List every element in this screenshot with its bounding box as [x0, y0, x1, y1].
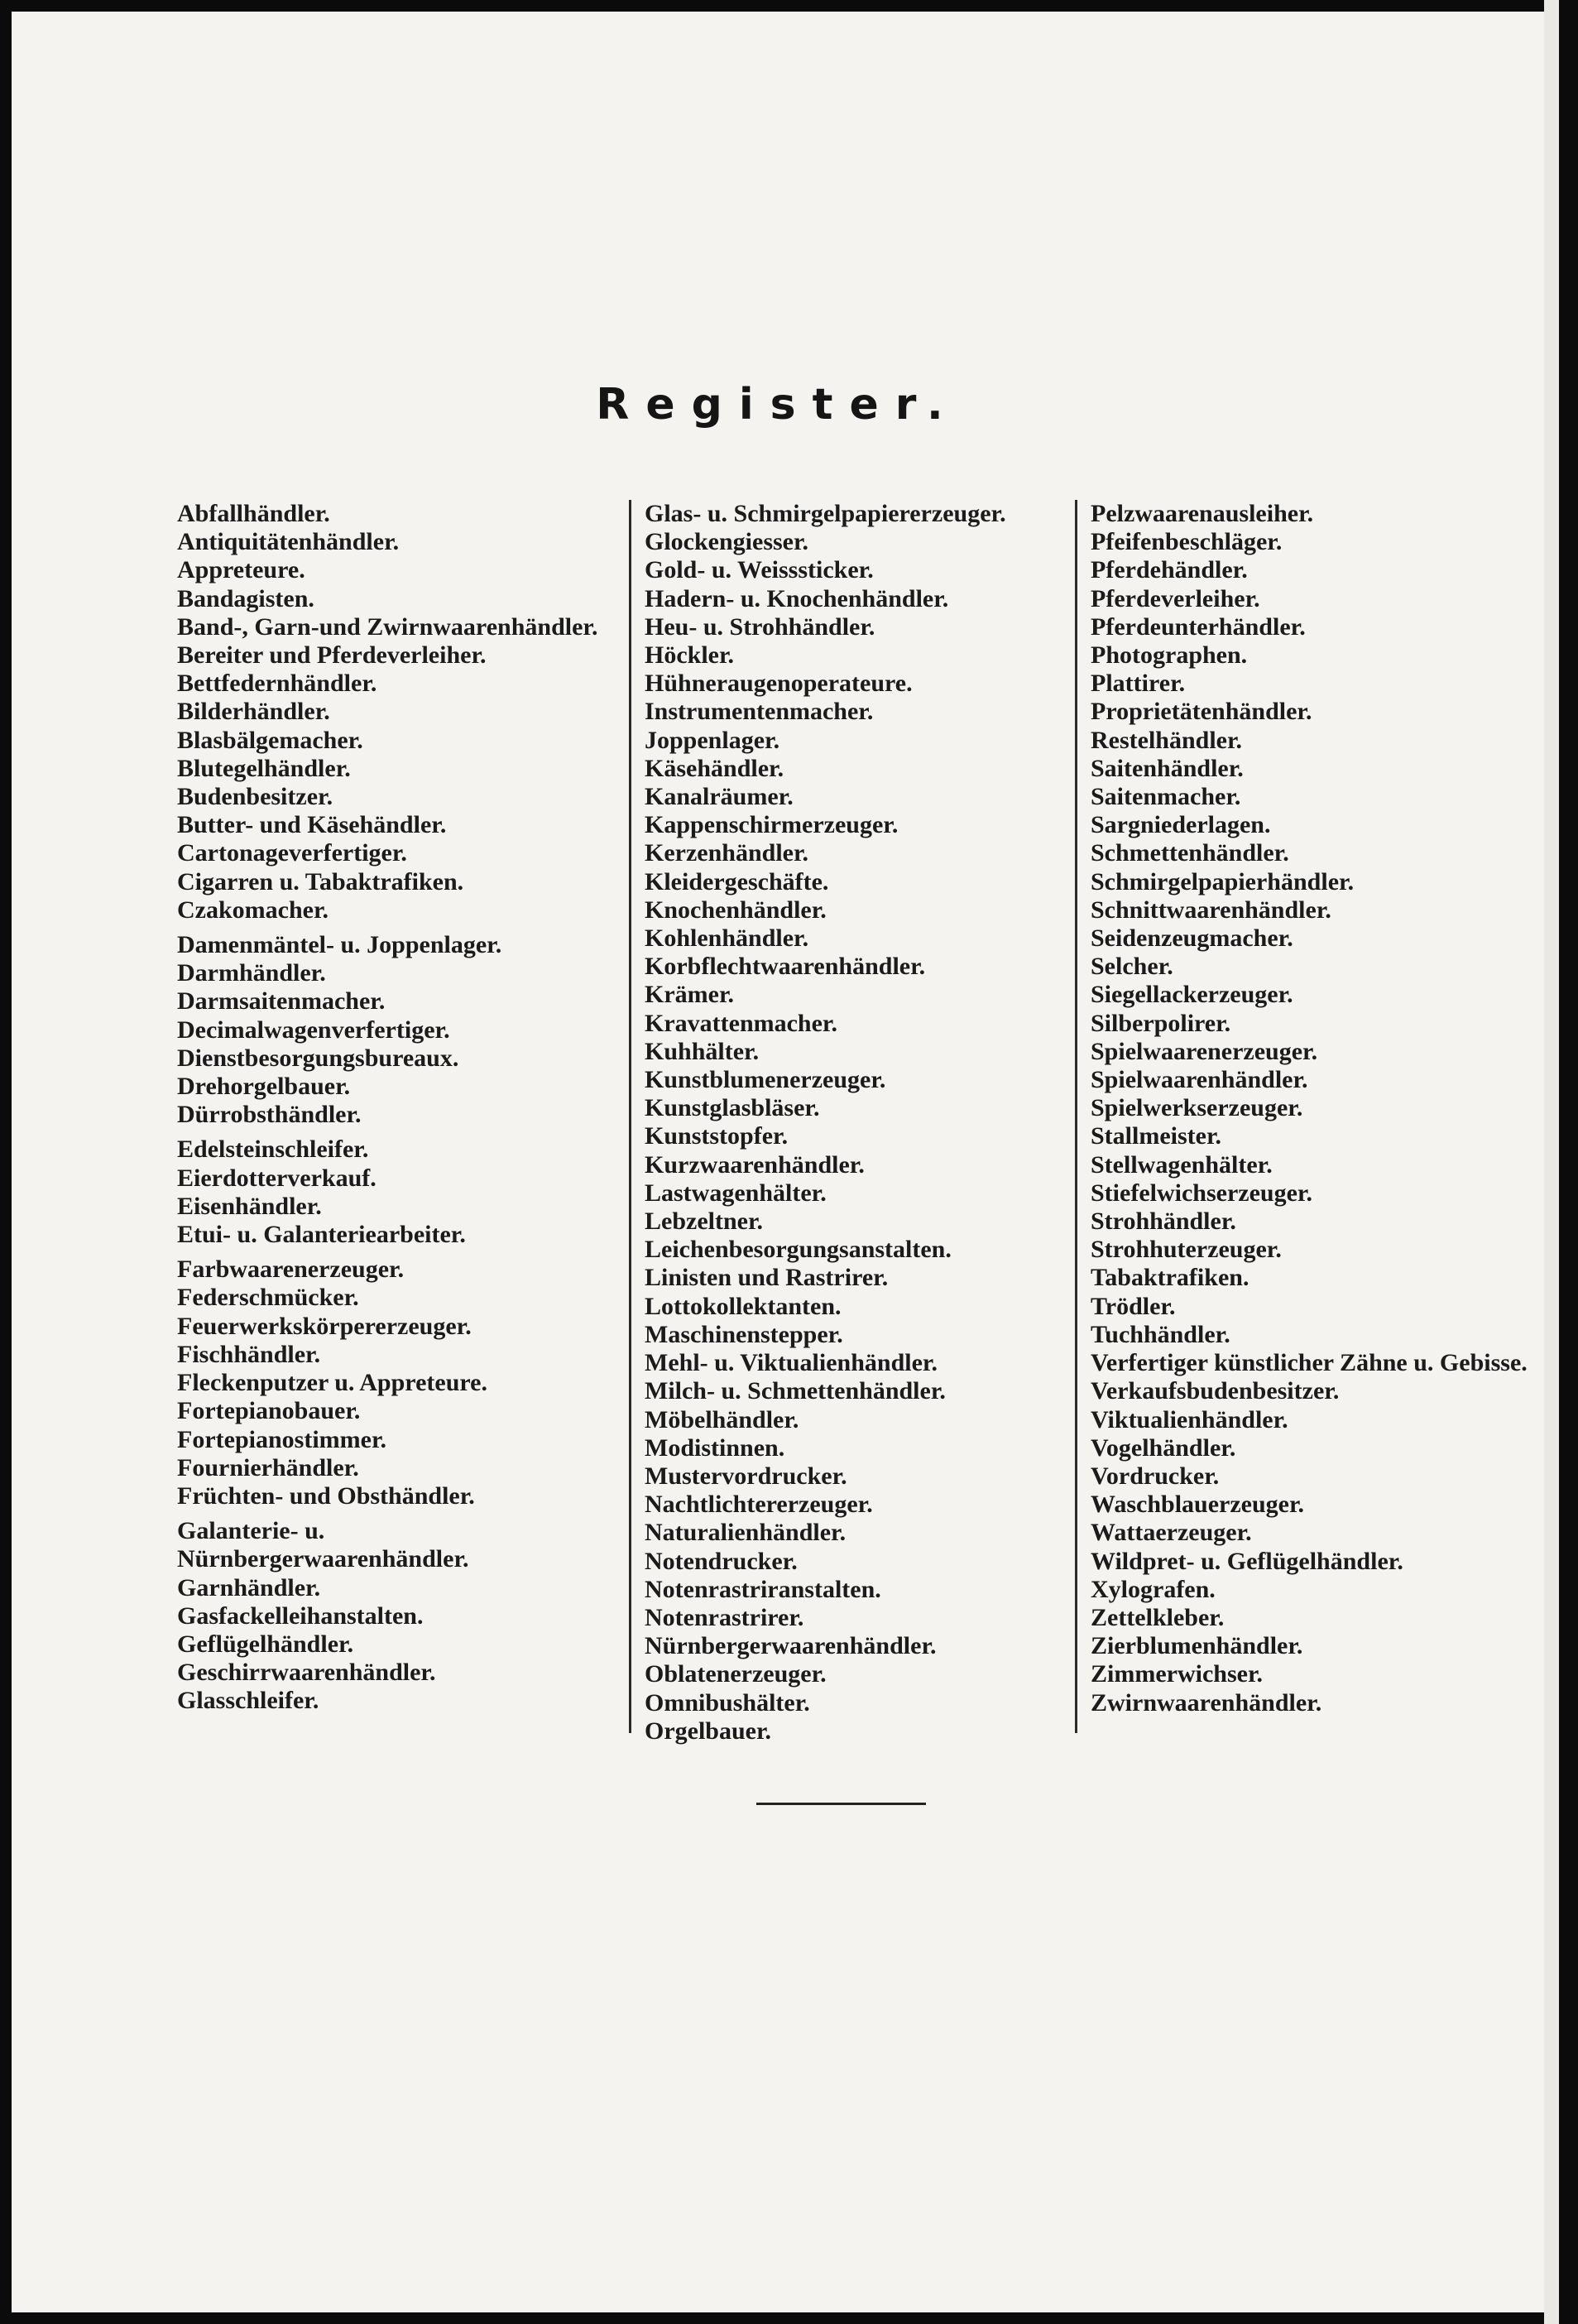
- register-entry: Verkaufsbudenbesitzer.: [1091, 1377, 1340, 1405]
- register-entry: Pferdehändler.: [1091, 556, 1248, 584]
- register-entry: Nachtlichtererzeuger.: [645, 1491, 873, 1519]
- register-entry: Lottokollektanten.: [645, 1292, 842, 1320]
- register-entry: Sargniederlagen.: [1091, 811, 1271, 839]
- register-entry: Käsehändler.: [645, 754, 784, 782]
- closing-rule: [756, 1803, 926, 1805]
- group-gap: [177, 1129, 603, 1136]
- register-entry: Mehl- u. Viktualienhändler.: [645, 1349, 938, 1377]
- register-entry: Modistinnen.: [645, 1433, 785, 1462]
- register-entry: Geschirrwaarenhändler.: [177, 1659, 436, 1687]
- register-entry: Glasschleifer.: [177, 1687, 319, 1715]
- register-entry: Zettelkleber.: [1091, 1603, 1225, 1631]
- register-entry: Kuhhälter.: [645, 1037, 760, 1065]
- register-entry: Kurzwaarenhändler.: [645, 1150, 865, 1179]
- register-entry: Omnibushälter.: [645, 1688, 810, 1717]
- register-entry: Kanalräumer.: [645, 783, 794, 811]
- register-entry: Korbflechtwaarenhändler.: [645, 953, 926, 981]
- register-entry: Appreteure.: [177, 556, 305, 584]
- register-entry: Gasfackelleihanstalten.: [177, 1601, 424, 1630]
- group-gap: [177, 1510, 603, 1517]
- register-entry: Saitenmacher.: [1091, 783, 1241, 811]
- register-entry: Joppenlager.: [645, 726, 780, 754]
- register-entry: Strohhändler.: [1091, 1208, 1236, 1236]
- register-entry: Czakomacher.: [177, 896, 329, 924]
- register-entry: Band-, Garn-und Zwirnwaarenhändler.: [177, 612, 598, 641]
- register-entry: Silberpolirer.: [1091, 1009, 1231, 1037]
- register-entry: Stiefelwichserzeuger.: [1091, 1179, 1312, 1207]
- register-entry: Möbelhändler.: [645, 1405, 799, 1433]
- register-entry: Siegellackerzeuger.: [1091, 981, 1293, 1009]
- register-entry: Eierdotterverkauf.: [177, 1164, 377, 1192]
- register-entry: Damenmäntel- u. Joppenlager.: [177, 931, 502, 959]
- group-gap: [177, 1249, 603, 1256]
- register-entry: Hadern- u. Knochenhändler.: [645, 584, 949, 612]
- register-entry: Instrumentenmacher.: [645, 698, 874, 726]
- register-entry: Saitenhändler.: [1091, 754, 1244, 782]
- register-entry: Fischhändler.: [177, 1340, 321, 1368]
- register-entry: Schmirgelpapierhändler.: [1091, 867, 1355, 896]
- register-entry: Stellwagenhälter.: [1091, 1150, 1273, 1179]
- register-entry: Höckler.: [645, 641, 735, 670]
- register-entry: Oblatenerzeuger.: [645, 1660, 827, 1688]
- register-entry: Kravattenmacher.: [645, 1009, 837, 1037]
- register-entry: Galanterie- u. Nürnbergerwaarenhändler.: [177, 1517, 469, 1573]
- register-entry: Lebzeltner.: [645, 1208, 764, 1236]
- register-entry: Darmsaitenmacher.: [177, 987, 386, 1016]
- register-entry: Gold- u. Weisssticker.: [645, 556, 874, 584]
- register-entry: Hühneraugenoperateure.: [645, 670, 913, 698]
- register-entry: Pfeifenbeschläger.: [1091, 528, 1283, 556]
- register-entry: Etui- u. Galanteriearbeiter.: [177, 1221, 466, 1249]
- register-entry: Antiquitätenhändler.: [177, 528, 400, 556]
- register-entry: Verfertiger künstlicher Zähne u. Gebisse.: [1091, 1349, 1528, 1377]
- register-entry: Maschinenstepper.: [645, 1320, 843, 1348]
- register-entry: Waschblauerzeuger.: [1091, 1491, 1305, 1519]
- register-entry: Krämer.: [645, 981, 735, 1009]
- register-entry: Heu- u. Strohhändler.: [645, 612, 875, 641]
- register-entry: Xylografen.: [1091, 1575, 1216, 1603]
- register-entry: Wildpret- u. Geflügelhändler.: [1091, 1547, 1403, 1575]
- register-entry: Feuerwerkskörpererzeuger.: [177, 1312, 472, 1340]
- register-entry: Notenrastriranstalten.: [645, 1575, 881, 1603]
- register-entry: Blasbälgemacher.: [177, 726, 363, 754]
- register-entry: Tabaktrafiken.: [1091, 1264, 1249, 1292]
- register-entry: Spielwaarenhändler.: [1091, 1066, 1308, 1094]
- register-entry: Fortepianostimmer.: [177, 1425, 387, 1453]
- register-entry: Edelsteinschleifer.: [177, 1136, 369, 1164]
- register-column-1: [177, 500, 603, 1733]
- register-entry: Fortepianobauer.: [177, 1397, 361, 1425]
- register-entry: Cigarren u. Tabaktrafiken.: [177, 867, 464, 896]
- register-entry: Seidenzeugmacher.: [1091, 924, 1293, 953]
- register-entry: Decimalwagenverfertiger.: [177, 1016, 450, 1044]
- register-entry: Nürnbergerwaarenhändler.: [645, 1632, 937, 1660]
- register-entry: Stallmeister.: [1091, 1122, 1222, 1150]
- register-entry: Vordrucker.: [1091, 1462, 1220, 1490]
- register-entry: Kleidergeschäfte.: [645, 867, 829, 896]
- register-entry: Schmettenhändler.: [1091, 839, 1289, 867]
- register-entry: Garnhändler.: [177, 1573, 321, 1601]
- register-entry: Naturalienhändler.: [645, 1519, 847, 1547]
- register-entry: Lastwagenhälter.: [645, 1179, 827, 1207]
- register-entry: Pferdeunterhändler.: [1091, 612, 1306, 641]
- register-entry: Viktualienhändler.: [1091, 1405, 1288, 1433]
- register-entry: Farbwaarenerzeuger.: [177, 1256, 405, 1284]
- register-entry: Dienstbesorgungsbureaux.: [177, 1044, 459, 1072]
- register-entry: Blutegelhändler.: [177, 754, 351, 782]
- register-entry: Mustervordrucker.: [645, 1462, 847, 1490]
- register-entry: Linisten und Rastrirer.: [645, 1264, 889, 1292]
- register-entry: Butter- und Käsehändler.: [177, 811, 447, 839]
- register-entry: Notenrastrirer.: [645, 1603, 804, 1631]
- register-entry: Kappenschirmerzeuger.: [645, 811, 899, 839]
- register-entry: Kunststopfer.: [645, 1122, 789, 1150]
- register-entry: Plattirer.: [1091, 670, 1186, 698]
- register-entry: Früchten- und Obsthändler.: [177, 1481, 475, 1510]
- register-entry: Bilderhändler.: [177, 698, 330, 726]
- register-entry: Orgelbauer.: [645, 1717, 772, 1745]
- register-entry: Wattaerzeuger.: [1091, 1519, 1252, 1547]
- register-column-3: [1075, 500, 1533, 1733]
- register-entry: Bandagisten.: [177, 584, 314, 612]
- register-entry: Geflügelhändler.: [177, 1630, 354, 1658]
- register-entry: Bettfedernhändler.: [177, 670, 377, 698]
- register-entry: Kunstglasbläser.: [645, 1094, 820, 1122]
- register-entry: Kunstblumenerzeuger.: [645, 1066, 886, 1094]
- register-entry: Bereiter und Pferdeverleiher.: [177, 641, 487, 670]
- register-entry: Knochenhändler.: [645, 896, 827, 924]
- register-entry: Spielwaarenerzeuger.: [1091, 1037, 1318, 1065]
- register-entry: Kohlenhändler.: [645, 924, 809, 953]
- register-entry: Leichenbesorgungsanstalten.: [645, 1236, 952, 1264]
- register-entry: Budenbesitzer.: [177, 783, 333, 811]
- register-entry: Federschmücker.: [177, 1284, 359, 1312]
- register-entry: Eisenhändler.: [177, 1192, 322, 1220]
- document-page: [12, 12, 1544, 2312]
- register-entry: Photographen.: [1091, 641, 1248, 670]
- register-entry: Zwirnwaarenhändler.: [1091, 1688, 1322, 1717]
- register-entry: Fournierhändler.: [177, 1453, 359, 1481]
- register-entry: Pelzwaarenausleiher.: [1091, 500, 1314, 527]
- register-entry: Milch- u. Schmettenhändler.: [645, 1377, 946, 1405]
- register-entry: Drehorgelbauer.: [177, 1073, 351, 1101]
- register-entry: Kerzenhändler.: [645, 839, 809, 867]
- register-entry: Proprietätenhändler.: [1091, 698, 1312, 726]
- register-entry: Trödler.: [1091, 1292, 1176, 1320]
- register-entry: Cartonageverfertiger.: [177, 839, 407, 867]
- page-title: Register.: [596, 380, 960, 430]
- register-entry: Selcher.: [1091, 953, 1173, 981]
- register-column-2: [629, 500, 1083, 1745]
- register-entry: Zimmerwichser.: [1091, 1660, 1264, 1688]
- register-entry: Glas- u. Schmirgelpapiererzeuger.: [645, 500, 1006, 527]
- register-entry: Abfallhändler.: [177, 500, 330, 527]
- register-entry: Schnittwaarenhändler.: [1091, 896, 1331, 924]
- group-gap: [177, 924, 603, 931]
- register-entry: Spielwerkserzeuger.: [1091, 1094, 1303, 1122]
- register-entry: Dürrobsthändler.: [177, 1101, 362, 1129]
- register-entry: Pferdeverleiher.: [1091, 584, 1260, 612]
- register-entry: Fleckenputzer u. Appreteure.: [177, 1369, 487, 1397]
- register-entry: Zierblumenhändler.: [1091, 1632, 1303, 1660]
- register-entry: Vogelhändler.: [1091, 1433, 1236, 1462]
- register-entry: Strohhuterzeuger.: [1091, 1236, 1282, 1264]
- register-entry: Restelhändler.: [1091, 726, 1243, 754]
- register-entry: Glockengiesser.: [645, 528, 809, 556]
- register-entry: Tuchhändler.: [1091, 1320, 1230, 1348]
- page-edge-band: [1544, 0, 1559, 2324]
- register-entry: Darmhändler.: [177, 959, 326, 987]
- register-entry: Notendrucker.: [645, 1547, 798, 1575]
